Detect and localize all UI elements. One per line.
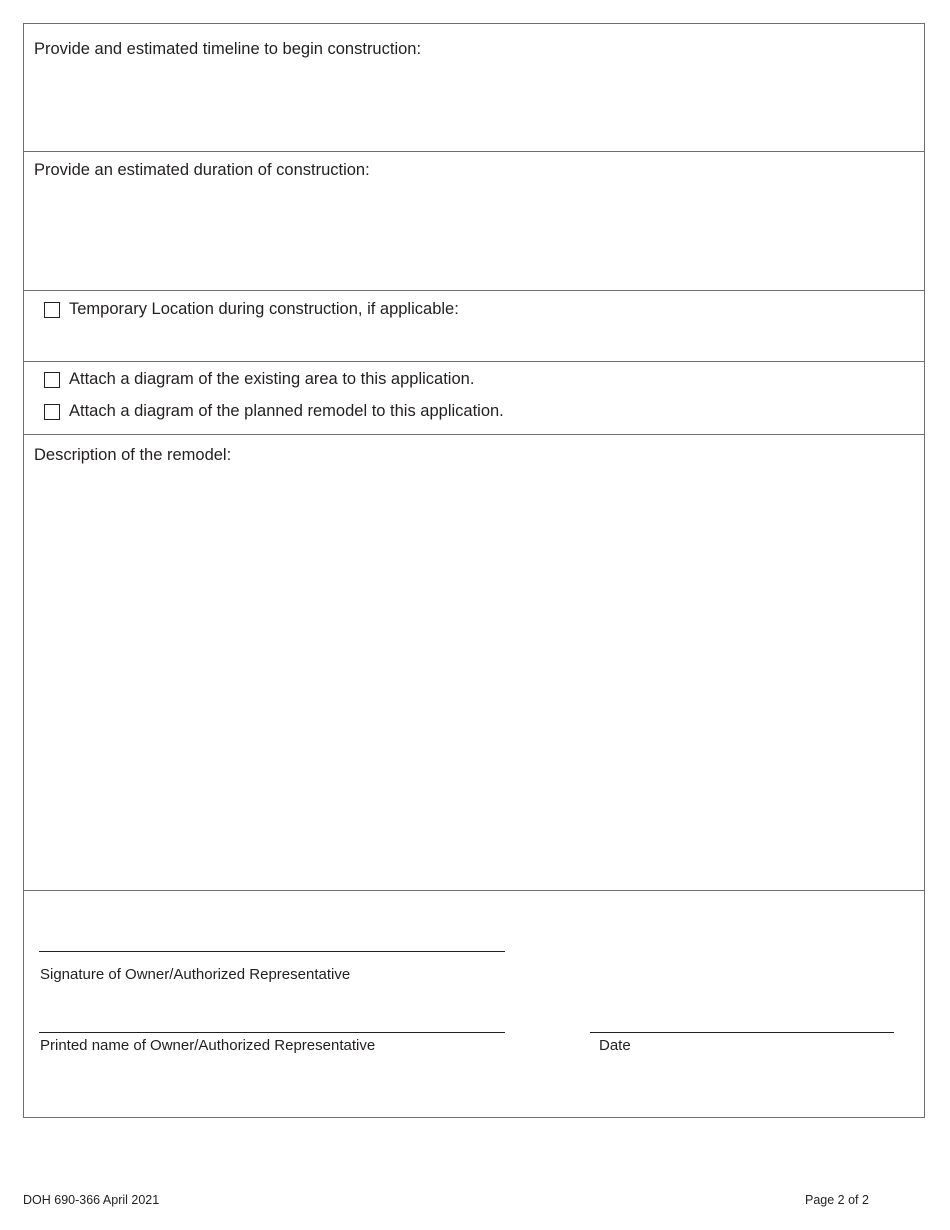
duration-section[interactable]: [24, 152, 924, 291]
attach-existing-label: Attach a diagram of the existing area to this application.: [69, 370, 475, 388]
timeline-label: Provide and estimated timeline to begin construction:: [34, 40, 422, 58]
signature-section: [24, 891, 924, 1117]
attach-planned-label: Attach a diagram of the planned remodel to this application.: [69, 402, 504, 420]
application-form: [23, 23, 925, 1118]
attach-planned-checkbox[interactable]: [44, 404, 60, 420]
signature-label: Signature of Owner/Authorized Representative: [40, 966, 351, 983]
description-label: Description of the remodel:: [34, 446, 232, 464]
signature-line[interactable]: [39, 951, 505, 952]
date-label: Date: [599, 1037, 631, 1054]
temporary-location-section: [24, 291, 924, 362]
printed-name-label: Printed name of Owner/Authorized Representative: [40, 1037, 376, 1054]
timeline-section[interactable]: [24, 24, 924, 152]
duration-label: Provide an estimated duration of construction:: [34, 161, 370, 179]
printed-name-line[interactable]: [39, 1032, 505, 1033]
description-section[interactable]: [24, 435, 924, 891]
form-id: DOH 690-366 April 2021: [23, 1193, 160, 1207]
temporary-location-checkbox[interactable]: [44, 302, 60, 318]
temporary-location-label: Temporary Location during construction, if applicable:: [69, 300, 459, 318]
date-line[interactable]: [590, 1032, 894, 1033]
attach-existing-checkbox[interactable]: [44, 372, 60, 388]
attachments-section: [24, 362, 924, 435]
page-number: Page 2 of 2: [805, 1193, 869, 1207]
